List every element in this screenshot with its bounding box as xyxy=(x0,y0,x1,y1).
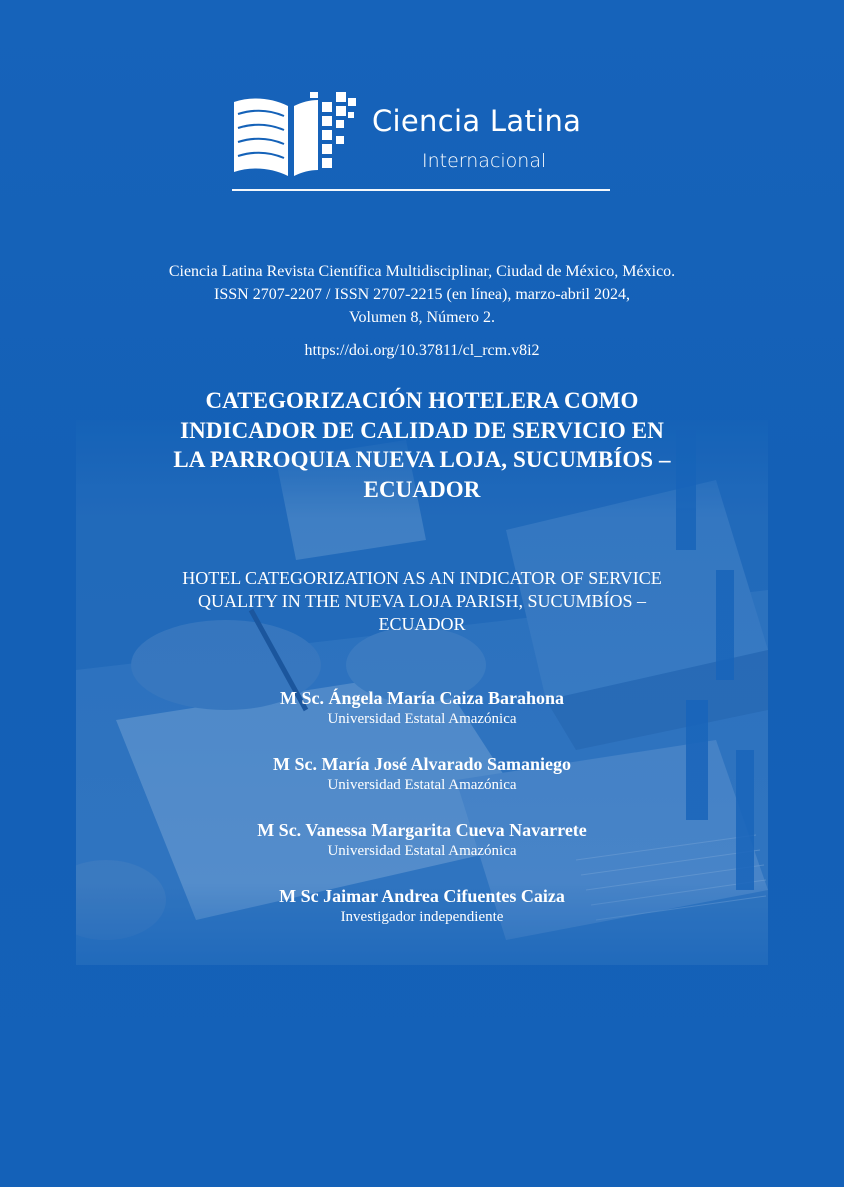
title-en-line: HOTEL CATEGORIZATION AS AN INDICATOR OF SERVICE xyxy=(182,568,662,588)
title-es-line: ECUADOR xyxy=(363,476,481,502)
author-entry xyxy=(0,885,844,927)
author-affiliation: Universidad Estatal Amazónica xyxy=(327,777,517,793)
title-english xyxy=(100,567,744,636)
author-affiliation: Universidad Estatal Amazónica xyxy=(327,843,517,859)
author-affiliation: Investigador independiente xyxy=(340,909,504,925)
journal-line-3: Volumen 8, Número 2. xyxy=(349,309,495,326)
author-affiliation: Universidad Estatal Amazónica xyxy=(327,711,517,727)
author-name: M Sc. María José Alvarado Samaniego xyxy=(273,754,571,774)
title-es-line: INDICADOR DE CALIDAD DE SERVICIO EN xyxy=(180,417,664,443)
author-list xyxy=(0,687,844,951)
brand-name: Ciencia Latina xyxy=(372,104,582,138)
journal-info xyxy=(0,260,844,362)
brand-logo xyxy=(232,92,612,196)
logo-divider xyxy=(232,189,610,191)
author-name: M Sc Jaimar Andrea Cifuentes Caiza xyxy=(279,886,565,906)
title-es-line: LA PARROQUIA NUEVA LOJA, SUCUMBÍOS – xyxy=(173,447,671,472)
title-en-line: ECUADOR xyxy=(378,614,466,634)
author-entry xyxy=(0,687,844,729)
title-es-line: CATEGORIZACIÓN HOTELERA COMO xyxy=(205,388,639,413)
doi-link[interactable]: https://doi.org/10.37811/cl_rcm.v8i2 xyxy=(304,342,540,359)
journal-line-2: ISSN 2707-2207 / ISSN 2707-2215 (en línea), marzo-abril 2024, xyxy=(214,286,630,303)
brand-subtitle: Internacional xyxy=(422,150,547,172)
open-book-pixel-icon xyxy=(232,92,360,184)
author-entry xyxy=(0,819,844,861)
title-spanish xyxy=(110,386,734,504)
author-entry xyxy=(0,753,844,795)
title-en-line: QUALITY IN THE NUEVA LOJA PARISH, SUCUMBÍOS – xyxy=(197,591,647,611)
author-name: M Sc. Ángela María Caiza Barahona xyxy=(280,688,564,708)
journal-line-1: Ciencia Latina Revista Científica Multidisciplinar, Ciudad de México, México. xyxy=(168,263,676,280)
author-name: M Sc. Vanessa Margarita Cueva Navarrete xyxy=(257,820,587,840)
